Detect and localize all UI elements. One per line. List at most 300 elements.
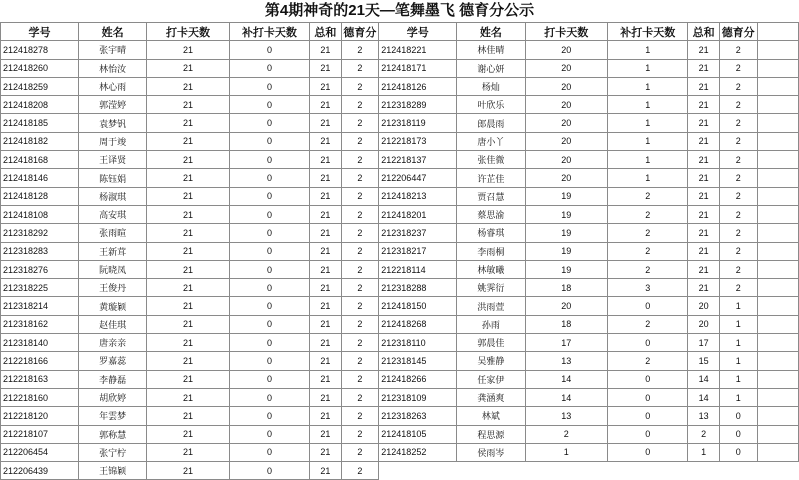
cell-name[interactable]: 李雨桐 (457, 242, 525, 260)
cell-moral-score[interactable]: 2 (341, 315, 379, 333)
cell-moral-score[interactable]: 2 (341, 334, 379, 352)
cell-total[interactable]: 21 (310, 425, 341, 443)
cell-makeup-days[interactable]: 0 (229, 77, 309, 95)
cell-checkin-days[interactable]: 18 (525, 279, 607, 297)
cell-moral-score[interactable]: 2 (341, 388, 379, 406)
cell-makeup-days[interactable]: 0 (229, 352, 309, 370)
cell-student-id[interactable]: 212318145 (379, 352, 457, 370)
cell-moral-score[interactable]: 2 (719, 260, 757, 278)
cell-makeup-days[interactable]: 0 (229, 114, 309, 132)
cell-student-id[interactable]: 212206454 (1, 443, 79, 461)
cell-total[interactable]: 20 (688, 315, 719, 333)
blank-cell[interactable] (757, 205, 798, 223)
cell-total[interactable]: 21 (310, 370, 341, 388)
cell-checkin-days[interactable]: 21 (147, 260, 229, 278)
blank-cell[interactable] (757, 297, 798, 315)
blank-cell[interactable] (757, 151, 798, 169)
cell-name[interactable]: 龚涵爽 (457, 388, 525, 406)
cell-student-id[interactable]: 212318289 (379, 96, 457, 114)
cell-checkin-days[interactable]: 21 (147, 114, 229, 132)
cell-makeup-days[interactable]: 1 (608, 132, 688, 150)
cell-makeup-days[interactable]: 0 (229, 260, 309, 278)
cell-name[interactable]: 孙雨 (457, 315, 525, 333)
cell-name[interactable]: 张雨暄 (78, 224, 146, 242)
cell-student-id[interactable]: 212218160 (1, 388, 79, 406)
blank-cell[interactable] (757, 224, 798, 242)
cell-name[interactable]: 唐小丫 (457, 132, 525, 150)
cell-moral-score[interactable]: 2 (341, 77, 379, 95)
cell-student-id[interactable]: 212418128 (1, 187, 79, 205)
cell-checkin-days[interactable]: 21 (147, 96, 229, 114)
cell-checkin-days[interactable]: 21 (147, 205, 229, 223)
cell-total[interactable]: 21 (310, 114, 341, 132)
cell-total[interactable]: 2 (688, 425, 719, 443)
cell-moral-score[interactable]: 2 (719, 59, 757, 77)
cell-moral-score[interactable]: 2 (341, 169, 379, 187)
cell-total[interactable]: 21 (310, 297, 341, 315)
cell-checkin-days[interactable]: 13 (525, 352, 607, 370)
cell-total[interactable]: 21 (310, 41, 341, 59)
cell-makeup-days[interactable]: 0 (608, 297, 688, 315)
cell-checkin-days[interactable]: 20 (525, 41, 607, 59)
cell-makeup-days[interactable]: 2 (608, 242, 688, 260)
cell-makeup-days[interactable]: 2 (608, 352, 688, 370)
cell-moral-score[interactable]: 2 (719, 187, 757, 205)
header-student-id[interactable]: 学号 (379, 23, 457, 41)
cell-student-id[interactable]: 212418278 (1, 41, 79, 59)
header-moral-score[interactable]: 德育分 (719, 23, 757, 41)
cell-student-id[interactable]: 212218166 (1, 352, 79, 370)
cell-checkin-days[interactable]: 20 (525, 297, 607, 315)
cell-makeup-days[interactable]: 0 (229, 334, 309, 352)
cell-name[interactable]: 吴雅静 (457, 352, 525, 370)
cell-makeup-days[interactable]: 0 (229, 315, 309, 333)
cell-student-id[interactable]: 212418266 (379, 370, 457, 388)
cell-student-id[interactable]: 212418201 (379, 205, 457, 223)
cell-student-id[interactable]: 212206447 (379, 169, 457, 187)
cell-makeup-days[interactable]: 0 (229, 59, 309, 77)
cell-moral-score[interactable]: 1 (719, 352, 757, 370)
cell-student-id[interactable]: 212318276 (1, 260, 79, 278)
cell-name[interactable]: 任家伊 (457, 370, 525, 388)
cell-moral-score[interactable]: 2 (341, 352, 379, 370)
cell-name[interactable]: 张宁柠 (78, 443, 146, 461)
cell-total[interactable]: 21 (688, 59, 719, 77)
blank-cell[interactable] (757, 132, 798, 150)
empty-cell[interactable] (525, 462, 607, 480)
cell-student-id[interactable]: 212318140 (1, 334, 79, 352)
cell-checkin-days[interactable]: 21 (147, 279, 229, 297)
cell-makeup-days[interactable]: 0 (608, 370, 688, 388)
cell-name[interactable]: 唐亲亲 (78, 334, 146, 352)
cell-moral-score[interactable]: 2 (341, 443, 379, 461)
cell-student-id[interactable]: 212218137 (379, 151, 457, 169)
cell-total[interactable]: 21 (688, 151, 719, 169)
cell-total[interactable]: 17 (688, 334, 719, 352)
cell-total[interactable]: 13 (688, 407, 719, 425)
cell-total[interactable]: 20 (688, 297, 719, 315)
blank-cell[interactable] (757, 407, 798, 425)
cell-student-id[interactable]: 212218114 (379, 260, 457, 278)
cell-moral-score[interactable]: 0 (719, 425, 757, 443)
cell-name[interactable]: 林怡汝 (78, 59, 146, 77)
cell-moral-score[interactable]: 2 (341, 260, 379, 278)
cell-total[interactable]: 21 (688, 96, 719, 114)
cell-makeup-days[interactable]: 0 (229, 407, 309, 425)
cell-moral-score[interactable]: 2 (719, 41, 757, 59)
cell-name[interactable]: 王新茸 (78, 242, 146, 260)
cell-checkin-days[interactable]: 21 (147, 187, 229, 205)
cell-checkin-days[interactable]: 20 (525, 169, 607, 187)
cell-total[interactable]: 21 (310, 279, 341, 297)
cell-name[interactable]: 郎晨雨 (457, 114, 525, 132)
cell-checkin-days[interactable]: 21 (147, 77, 229, 95)
cell-checkin-days[interactable]: 19 (525, 260, 607, 278)
cell-moral-score[interactable]: 2 (341, 59, 379, 77)
cell-total[interactable]: 21 (688, 77, 719, 95)
cell-moral-score[interactable]: 1 (719, 388, 757, 406)
cell-student-id[interactable]: 212418108 (1, 205, 79, 223)
cell-moral-score[interactable]: 0 (719, 443, 757, 461)
cell-makeup-days[interactable]: 1 (608, 41, 688, 59)
cell-student-id[interactable]: 212418171 (379, 59, 457, 77)
cell-total[interactable]: 21 (310, 77, 341, 95)
cell-total[interactable]: 21 (310, 443, 341, 461)
cell-makeup-days[interactable]: 0 (608, 388, 688, 406)
cell-total[interactable]: 21 (688, 242, 719, 260)
cell-student-id[interactable]: 212318288 (379, 279, 457, 297)
cell-checkin-days[interactable]: 21 (147, 169, 229, 187)
cell-moral-score[interactable]: 2 (341, 407, 379, 425)
blank-cell[interactable] (757, 462, 798, 480)
cell-student-id[interactable]: 212218107 (1, 425, 79, 443)
cell-student-id[interactable]: 212418260 (1, 59, 79, 77)
cell-makeup-days[interactable]: 0 (229, 224, 309, 242)
cell-student-id[interactable]: 212218120 (1, 407, 79, 425)
cell-moral-score[interactable]: 1 (719, 334, 757, 352)
cell-moral-score[interactable]: 2 (719, 114, 757, 132)
cell-checkin-days[interactable]: 18 (525, 315, 607, 333)
cell-makeup-days[interactable]: 0 (229, 96, 309, 114)
cell-moral-score[interactable]: 2 (341, 41, 379, 59)
cell-checkin-days[interactable]: 20 (525, 132, 607, 150)
cell-total[interactable]: 21 (310, 96, 341, 114)
cell-student-id[interactable]: 212218173 (379, 132, 457, 150)
cell-makeup-days[interactable]: 0 (608, 407, 688, 425)
cell-checkin-days[interactable]: 21 (147, 425, 229, 443)
cell-checkin-days[interactable]: 1 (525, 443, 607, 461)
cell-makeup-days[interactable]: 0 (608, 334, 688, 352)
blank-cell[interactable] (757, 315, 798, 333)
cell-student-id[interactable]: 212418213 (379, 187, 457, 205)
empty-cell[interactable] (379, 462, 457, 480)
cell-student-id[interactable]: 212318217 (379, 242, 457, 260)
cell-student-id[interactable]: 212418182 (1, 132, 79, 150)
cell-moral-score[interactable]: 2 (719, 224, 757, 242)
cell-name[interactable]: 王俊丹 (78, 279, 146, 297)
cell-total[interactable]: 21 (688, 187, 719, 205)
cell-name[interactable]: 侯雨岑 (457, 443, 525, 461)
cell-total[interactable]: 14 (688, 388, 719, 406)
cell-checkin-days[interactable]: 19 (525, 224, 607, 242)
cell-makeup-days[interactable]: 0 (229, 370, 309, 388)
cell-name[interactable]: 陈钰娟 (78, 169, 146, 187)
cell-checkin-days[interactable]: 21 (147, 443, 229, 461)
cell-checkin-days[interactable]: 21 (147, 370, 229, 388)
cell-makeup-days[interactable]: 0 (229, 41, 309, 59)
cell-student-id[interactable]: 212418268 (379, 315, 457, 333)
cell-total[interactable]: 21 (310, 205, 341, 223)
cell-moral-score[interactable]: 2 (341, 462, 379, 480)
cell-student-id[interactable]: 212418259 (1, 77, 79, 95)
cell-moral-score[interactable]: 2 (341, 425, 379, 443)
blank-cell[interactable] (757, 388, 798, 406)
cell-makeup-days[interactable]: 0 (229, 205, 309, 223)
cell-makeup-days[interactable]: 1 (608, 169, 688, 187)
cell-moral-score[interactable]: 2 (341, 205, 379, 223)
cell-checkin-days[interactable]: 21 (147, 41, 229, 59)
cell-makeup-days[interactable]: 2 (608, 260, 688, 278)
cell-checkin-days[interactable]: 21 (147, 242, 229, 260)
cell-checkin-days[interactable]: 20 (525, 59, 607, 77)
cell-name[interactable]: 年雲梦 (78, 407, 146, 425)
cell-makeup-days[interactable]: 1 (608, 96, 688, 114)
cell-checkin-days[interactable]: 20 (525, 151, 607, 169)
cell-student-id[interactable]: 212418252 (379, 443, 457, 461)
cell-moral-score[interactable]: 2 (719, 169, 757, 187)
cell-moral-score[interactable]: 2 (341, 370, 379, 388)
cell-student-id[interactable]: 212206439 (1, 462, 79, 480)
cell-student-id[interactable]: 212418185 (1, 114, 79, 132)
blank-cell[interactable] (757, 242, 798, 260)
blank-cell[interactable] (757, 352, 798, 370)
cell-moral-score[interactable]: 2 (341, 224, 379, 242)
cell-total[interactable]: 21 (310, 334, 341, 352)
blank-cell[interactable] (757, 41, 798, 59)
cell-student-id[interactable]: 212418150 (379, 297, 457, 315)
cell-name[interactable]: 程思源 (457, 425, 525, 443)
cell-makeup-days[interactable]: 1 (608, 77, 688, 95)
cell-total[interactable]: 21 (688, 41, 719, 59)
cell-checkin-days[interactable]: 21 (147, 59, 229, 77)
cell-total[interactable]: 1 (688, 443, 719, 461)
cell-total[interactable]: 21 (310, 315, 341, 333)
cell-name[interactable]: 黄璇颖 (78, 297, 146, 315)
cell-name[interactable]: 姚霁衍 (457, 279, 525, 297)
header-name[interactable]: 姓名 (457, 23, 525, 41)
cell-name[interactable]: 林敏曦 (457, 260, 525, 278)
blank-cell[interactable] (757, 77, 798, 95)
cell-moral-score[interactable]: 2 (341, 297, 379, 315)
cell-student-id[interactable]: 212318214 (1, 297, 79, 315)
blank-column[interactable] (757, 23, 798, 41)
cell-name[interactable]: 胡欣婷 (78, 388, 146, 406)
cell-name[interactable]: 叶欣乐 (457, 96, 525, 114)
cell-moral-score[interactable]: 2 (341, 132, 379, 150)
cell-student-id[interactable]: 212318237 (379, 224, 457, 242)
cell-makeup-days[interactable]: 1 (608, 151, 688, 169)
cell-total[interactable]: 21 (310, 260, 341, 278)
cell-name[interactable]: 郭滢婷 (78, 96, 146, 114)
cell-checkin-days[interactable]: 14 (525, 370, 607, 388)
cell-total[interactable]: 21 (688, 169, 719, 187)
cell-moral-score[interactable]: 2 (341, 96, 379, 114)
header-checkin-days[interactable]: 打卡天数 (147, 23, 229, 41)
cell-name[interactable]: 周于竣 (78, 132, 146, 150)
cell-student-id[interactable]: 212318263 (379, 407, 457, 425)
blank-cell[interactable] (757, 279, 798, 297)
cell-makeup-days[interactable]: 0 (229, 151, 309, 169)
blank-cell[interactable] (757, 59, 798, 77)
cell-name[interactable]: 赵佳琪 (78, 315, 146, 333)
empty-cell[interactable] (608, 462, 688, 480)
empty-cell[interactable] (719, 462, 757, 480)
empty-cell[interactable] (688, 462, 719, 480)
cell-name[interactable]: 袁梦钒 (78, 114, 146, 132)
cell-student-id[interactable]: 212418221 (379, 41, 457, 59)
cell-checkin-days[interactable]: 14 (525, 388, 607, 406)
cell-moral-score[interactable]: 2 (341, 242, 379, 260)
cell-makeup-days[interactable]: 0 (229, 242, 309, 260)
blank-cell[interactable] (757, 114, 798, 132)
cell-name[interactable]: 林心雨 (78, 77, 146, 95)
cell-makeup-days[interactable]: 0 (608, 425, 688, 443)
cell-name[interactable]: 张宇晴 (78, 41, 146, 59)
header-moral-score[interactable]: 德育分 (341, 23, 379, 41)
cell-checkin-days[interactable]: 21 (147, 352, 229, 370)
cell-name[interactable]: 罗嘉蕊 (78, 352, 146, 370)
cell-checkin-days[interactable]: 21 (147, 407, 229, 425)
header-total[interactable]: 总和 (688, 23, 719, 41)
cell-name[interactable]: 高安琪 (78, 205, 146, 223)
cell-moral-score[interactable]: 2 (719, 242, 757, 260)
cell-total[interactable]: 21 (688, 205, 719, 223)
blank-cell[interactable] (757, 334, 798, 352)
cell-name[interactable]: 郭晨佳 (457, 334, 525, 352)
cell-checkin-days[interactable]: 21 (147, 297, 229, 315)
cell-makeup-days[interactable]: 0 (229, 169, 309, 187)
cell-total[interactable]: 21 (310, 169, 341, 187)
cell-moral-score[interactable]: 2 (341, 187, 379, 205)
cell-total[interactable]: 21 (688, 132, 719, 150)
cell-makeup-days[interactable]: 2 (608, 187, 688, 205)
cell-checkin-days[interactable]: 21 (147, 462, 229, 480)
header-makeup-days[interactable]: 补打卡天数 (229, 23, 309, 41)
cell-makeup-days[interactable]: 2 (608, 315, 688, 333)
cell-name[interactable]: 张佳微 (457, 151, 525, 169)
cell-checkin-days[interactable]: 2 (525, 425, 607, 443)
cell-moral-score[interactable]: 2 (719, 151, 757, 169)
cell-student-id[interactable]: 212318109 (379, 388, 457, 406)
cell-student-id[interactable]: 212318283 (1, 242, 79, 260)
cell-moral-score[interactable]: 1 (719, 297, 757, 315)
cell-total[interactable]: 21 (310, 187, 341, 205)
cell-makeup-days[interactable]: 0 (229, 187, 309, 205)
cell-checkin-days[interactable]: 21 (147, 132, 229, 150)
cell-checkin-days[interactable]: 21 (147, 151, 229, 169)
cell-makeup-days[interactable]: 0 (229, 132, 309, 150)
cell-checkin-days[interactable]: 21 (147, 315, 229, 333)
cell-name[interactable]: 王锦颖 (78, 462, 146, 480)
cell-student-id[interactable]: 212318225 (1, 279, 79, 297)
cell-checkin-days[interactable]: 17 (525, 334, 607, 352)
cell-moral-score[interactable]: 2 (719, 205, 757, 223)
cell-checkin-days[interactable]: 19 (525, 242, 607, 260)
blank-cell[interactable] (757, 370, 798, 388)
header-makeup-days[interactable]: 补打卡天数 (608, 23, 688, 41)
cell-makeup-days[interactable]: 0 (229, 462, 309, 480)
cell-name[interactable]: 杨灿 (457, 77, 525, 95)
cell-name[interactable]: 杨睿琪 (457, 224, 525, 242)
header-student-id[interactable]: 学号 (1, 23, 79, 41)
cell-name[interactable]: 林佳晴 (457, 41, 525, 59)
cell-checkin-days[interactable]: 20 (525, 114, 607, 132)
cell-moral-score[interactable]: 2 (719, 77, 757, 95)
cell-name[interactable]: 蔡思渝 (457, 205, 525, 223)
cell-makeup-days[interactable]: 1 (608, 114, 688, 132)
cell-makeup-days[interactable]: 0 (229, 443, 309, 461)
cell-checkin-days[interactable]: 19 (525, 187, 607, 205)
cell-makeup-days[interactable]: 3 (608, 279, 688, 297)
empty-cell[interactable] (457, 462, 525, 480)
header-total[interactable]: 总和 (310, 23, 341, 41)
cell-checkin-days[interactable]: 21 (147, 388, 229, 406)
cell-student-id[interactable]: 212318292 (1, 224, 79, 242)
cell-checkin-days[interactable]: 21 (147, 224, 229, 242)
cell-total[interactable]: 21 (310, 462, 341, 480)
cell-name[interactable]: 王译贤 (78, 151, 146, 169)
cell-student-id[interactable]: 212418168 (1, 151, 79, 169)
cell-student-id[interactable]: 212418105 (379, 425, 457, 443)
cell-moral-score[interactable]: 1 (719, 370, 757, 388)
cell-name[interactable]: 贾召慧 (457, 187, 525, 205)
cell-moral-score[interactable]: 2 (341, 279, 379, 297)
cell-moral-score[interactable]: 2 (341, 151, 379, 169)
cell-moral-score[interactable]: 2 (341, 114, 379, 132)
cell-student-id[interactable]: 212318110 (379, 334, 457, 352)
blank-cell[interactable] (757, 443, 798, 461)
cell-total[interactable]: 21 (310, 388, 341, 406)
cell-makeup-days[interactable]: 0 (229, 297, 309, 315)
cell-name[interactable]: 杨淑琪 (78, 187, 146, 205)
cell-total[interactable]: 21 (310, 407, 341, 425)
cell-name[interactable]: 郭称慧 (78, 425, 146, 443)
cell-moral-score[interactable]: 2 (719, 132, 757, 150)
cell-makeup-days[interactable]: 0 (608, 443, 688, 461)
blank-cell[interactable] (757, 260, 798, 278)
cell-total[interactable]: 14 (688, 370, 719, 388)
cell-makeup-days[interactable]: 0 (229, 425, 309, 443)
blank-cell[interactable] (757, 187, 798, 205)
cell-total[interactable]: 21 (310, 59, 341, 77)
cell-total[interactable]: 21 (310, 224, 341, 242)
blank-cell[interactable] (757, 96, 798, 114)
cell-checkin-days[interactable]: 20 (525, 96, 607, 114)
cell-total[interactable]: 21 (688, 260, 719, 278)
cell-checkin-days[interactable]: 13 (525, 407, 607, 425)
cell-name[interactable]: 阮晓凤 (78, 260, 146, 278)
cell-moral-score[interactable]: 1 (719, 315, 757, 333)
blank-cell[interactable] (757, 169, 798, 187)
cell-student-id[interactable]: 212218163 (1, 370, 79, 388)
cell-name[interactable]: 谢心妍 (457, 59, 525, 77)
cell-total[interactable]: 15 (688, 352, 719, 370)
cell-total[interactable]: 21 (310, 151, 341, 169)
cell-total[interactable]: 21 (688, 224, 719, 242)
cell-checkin-days[interactable]: 19 (525, 205, 607, 223)
cell-moral-score[interactable]: 2 (719, 96, 757, 114)
cell-moral-score[interactable]: 0 (719, 407, 757, 425)
